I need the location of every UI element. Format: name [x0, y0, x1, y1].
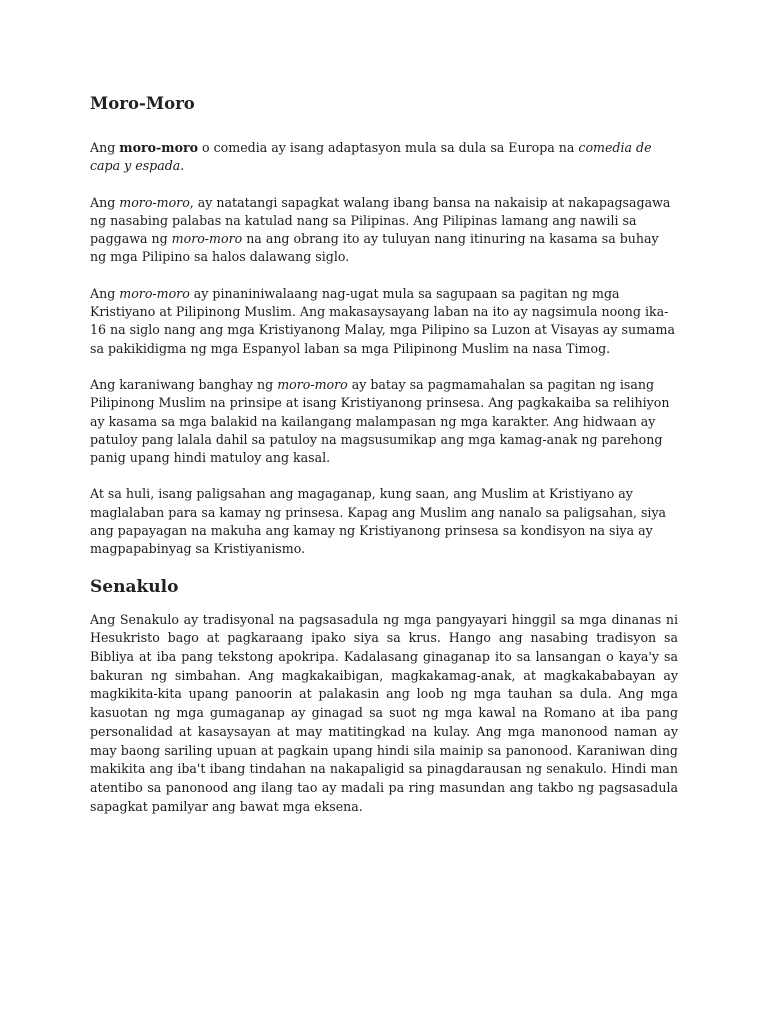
- text-run: Ang: [90, 140, 120, 155]
- text-run: Ang: [90, 194, 120, 210]
- italic-term: comedia de capa y espada.: [90, 140, 652, 174]
- text-run: o comedia ay isang adaptasyon mula sa dula sa Europa na: [198, 140, 579, 155]
- heading-moro-moro: Moro-Moro: [90, 94, 195, 113]
- paragraph-origin: [90, 285, 678, 358]
- italic-term: moro-moro: [119, 194, 190, 210]
- paragraph-plot: [90, 376, 678, 467]
- text-run: ay pinaniniwalaang nag-ugat mula sa sagupaan sa pagitan ng mga Kristiyano at Pilipinong Muslim. Ang makasaysayang laban na ito ay nagsimula noong ika-16 na siglo nang ang mga Kristiyanong Malay, mga Pilipino sa Luzon at Visayas ay sumama sa pakikidigma ng mga Espanyol laban sa mga Pilipinong Muslim na nasa Timog.: [90, 285, 675, 356]
- text-run: ay batay sa pagmamahalan sa pagitan ng isang Pilipinong Muslim na prinsipe at isang Kristiyanong prinsesa. Ang pagkakaiba sa relihiyon ay kasama sa mga balakid na kailangang malampasan ng mga karakter. Ang hidwaan ay patuloy pang lalala dahil sa patuloy na magsusumikap ang mga kamag-anak ng parehong panig upang hindi matuloy ang kasal.: [90, 376, 670, 466]
- text-run: na ang obrang ito ay tuluyan nang itinuring na kasama sa buhay ng mga Pilipino sa halos dalawang siglo.: [90, 231, 659, 265]
- italic-term: moro-moro: [171, 231, 243, 247]
- italic-term: moro-moro: [119, 285, 190, 301]
- paragraph-ending: At sa huli, isang paligsahan ang magaganap, kung saan, ang Muslim at Kristiyano ay maglalaban para sa kamay ng prinsesa. Kapag ang Muslim ang nanalo sa paligsahan, siya ang papayagan na makuha ang kamay ng Kristiyanong prinsesa sa kondisyon na siya ay magpapabinyag sa Kristiyanismo.: [90, 486, 667, 557]
- paragraph-intro: [90, 139, 678, 176]
- paragraph-uniqueness: [90, 194, 678, 267]
- bold-term: moro-moro: [119, 140, 199, 155]
- heading-senakulo: Senakulo: [90, 576, 179, 597]
- document-page: [90, 88, 678, 816]
- text-run: , ay natatangi sapagkat walang ibang bansa na nakaisip at nakapagsagawa ng nasabing palabas na katulad nang sa Pilipinas. Ang Pilipinas lamang ang nawili sa paggawa ng: [90, 194, 671, 247]
- paragraph-senakulo: Ang Senakulo ay tradisyonal na pagsasadula ng mga pangyayari hinggil sa mga dinanas ni Hesukristo bago at pagkaraang ipako siya sa krus. Hango ang nasabing tradisyon sa Bibliya at iba pang tekstong apokripa. Kadalasang ginaganap ito sa lansangan o kaya'y sa bakuran ng simbahan. Ang magkakaibigan, magkakamag-anak, at magkakababayan ay magkikita-kita upang panoorin at palakasin ang loob ng mga tauhan sa dula. Ang mga kasuotan ng mga gumaganap ay ginagad sa suot ng mga kawal na Romano at iba pang personalidad at kasaysayan at may matitingkad na kulay. Ang mga manonood naman ay may baong sariling upuan at pagkain upang hindi sila mainip sa panonood. Karaniwan ding makikita ang iba't ibang tindahan na nakapaligid sa pinagdarausan ng senakulo. Hindi man atentibo sa panonood ang ilang tao ay madali pa ring masundan ang takbo ng pagsasadula sapagkat pamilyar ang bawat mga eksena.: [90, 611, 678, 814]
- text-run: Ang: [90, 285, 120, 301]
- text-run: Ang karaniwang banghay ng: [90, 376, 278, 392]
- italic-term: moro-moro: [277, 376, 348, 392]
